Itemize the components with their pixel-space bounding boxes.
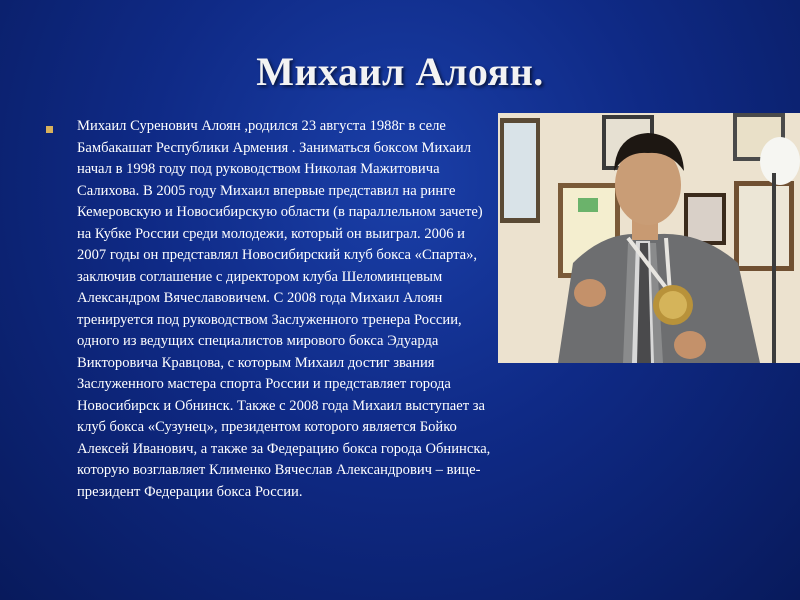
boxer-photo	[498, 113, 800, 363]
boxer-photo-illustration	[498, 113, 800, 363]
biography-paragraph: Михаил Суренович Алоян ,родился 23 августа 1988г в селе Бамбакашат Республики Армения . Заниматься боксом Михаил начал в 1998 году под руководством Николая Мажитовича Салихова. В 2005 году Михаил впервые представил на ринге Кемеровскую и Новосибирскую области (в параллельном зачете) на Кубке России среди молодежи, который он выиграл. 2006 и 2007 годы он представлял Новосибирский клуб бокса «Спарта», заключив соглашение с директором клуба Шеломинцевым Александром Вячеславовичем. С 2008 года Михаил Алоян тренируется под руководством Заслуженного тренера России, одного из ведущих специалистов мирового бокса Эдуарда Викторовича Кравцова, с которым Михаил достиг звания Заслуженного мастера спорта России и представляет города Новосибирск и Обнинск. Также с 2008 года Михаил выступает за клуб бокса «Сузунец», президентом которого является Бойко Алексей Иванович, а также за Федерацию бокса города Обнинска, которую возглавляет Клименко Вячеслав Александрович – вице-президент Федерации бокса России.	[77, 118, 491, 500]
bullet-marker	[46, 126, 53, 133]
slide-title: Михаил Алоян.	[256, 49, 544, 94]
